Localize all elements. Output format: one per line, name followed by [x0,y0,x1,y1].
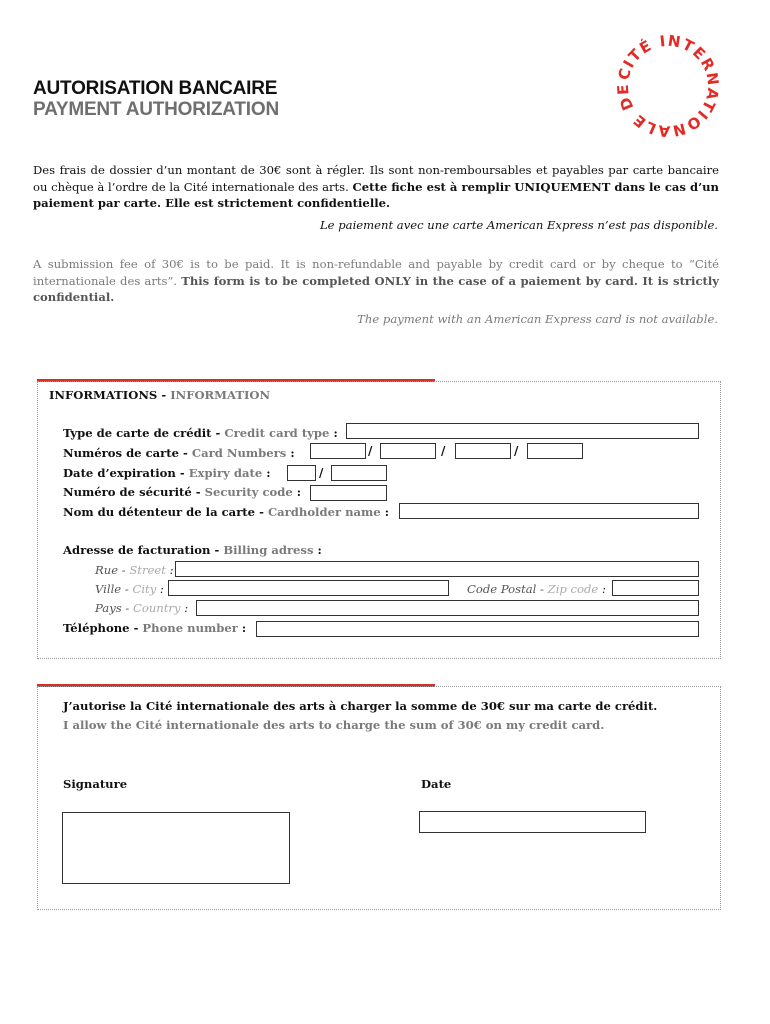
phone-input[interactable] [256,621,699,637]
card-number-slash-3: / [514,444,519,458]
phone-label-en: Phone number [142,621,238,635]
zip-label [467,582,606,596]
card-type-label-en: Credit card type [224,426,330,440]
card-number-slash-1: / [368,444,373,458]
intro-en-line2 [33,273,719,290]
intro-en-line2-plain: internationale des arts”. [33,273,182,288]
expiry-colon: : [262,466,271,480]
expiry-year-input[interactable] [331,465,387,481]
country-label-fr: Pays - [95,601,133,615]
phone-colon: : [237,621,247,635]
city-label [95,582,164,596]
zip-colon: : [598,582,606,596]
intro-fr-line1: Des frais de dossier d’un montant de 30€ sont à régler. Ils sont non-remboursables et payables par carte bancaire [33,163,719,177]
page-title-en: PAYMENT AUTHORIZATION [33,99,279,120]
card-type-label [63,426,338,440]
city-label-fr: Ville - [95,582,133,596]
intro-fr-line2-bold: Cette fiche est à remplir UNIQUEMENT dans le cas d’un [352,179,719,194]
phone-label [63,621,246,635]
country-label-en: Country [132,601,181,615]
auth-text-en [63,718,604,732]
country-input[interactable] [196,600,699,616]
intro-fr [33,162,719,212]
phone-label-fr: Téléphone - [63,621,143,635]
card-number-3-input[interactable] [455,443,511,459]
security-label [63,485,301,499]
expiry-label-fr: Date d’expiration - [63,466,189,480]
signature-box[interactable] [62,812,290,884]
signature-label-text: Signature [63,777,128,791]
auth-text-fr-content: J’autorise la Cité internationale des arts à charger la somme de 30€ sur ma carte de crédit. [63,699,658,713]
zip-input[interactable] [612,580,699,596]
security-code-input[interactable] [310,485,387,501]
expiry-month-input[interactable] [287,465,316,481]
intro-en-line2-bold: This form is to be completed ONLY in the case of a paiement by card. It is strictly [181,273,720,288]
intro-en-line3-bold: confidential. [33,290,115,304]
card-type-label-fr: Type de carte de crédit - [63,426,225,440]
street-label-en: Street [129,563,166,577]
billing-label-fr: Adresse de facturation - [63,543,224,557]
intro-en-note: The payment with an American Express card is not available. [357,312,718,326]
billing-label-en: Billing adress [223,543,314,557]
cardholder-label-fr: Nom du détenteur de la carte - [63,505,268,519]
zip-label-fr: Code Postal - [467,582,548,596]
card-number-1-input[interactable] [310,443,366,459]
intro-fr-line3 [33,195,719,212]
info-heading-en: INFORMATION [170,388,271,402]
date-label-text: Date [421,777,452,791]
intro-en-line1: A submission fee of 30€ is to be paid. It is non-refundable and payable by credit card or by cheque to “Cité [33,257,719,271]
city-input[interactable] [168,580,449,596]
country-colon: : [180,601,189,615]
security-colon: : [292,485,302,499]
security-label-en: Security code [204,485,293,499]
card-number-4-input[interactable] [527,443,583,459]
card-number-2-input[interactable] [380,443,436,459]
page-title-fr: AUTORISATION BANCAIRE [33,78,278,99]
cardholder-label-en: Cardholder name [267,505,381,519]
country-label [95,601,188,615]
billing-colon: : [313,543,322,557]
info-heading-fr: INFORMATIONS - [49,388,171,402]
city-label-en: City [132,582,157,596]
card-numbers-label [63,446,295,460]
cardholder-label [63,505,389,519]
date-input[interactable] [419,811,646,833]
intro-en-line3 [33,289,719,306]
card-numbers-colon: : [286,446,295,460]
logo [612,34,724,138]
street-label [95,563,173,577]
card-numbers-label-fr: Numéros de carte - [63,446,192,460]
intro-fr-line2-plain: ou chèque à l’ordre de la Cité internationale des arts. [33,179,353,194]
city-colon: : [156,582,164,596]
security-label-fr: Numéro de sécurité - [63,485,205,499]
street-label-fr: Rue - [95,563,130,577]
street-input[interactable] [175,561,699,577]
logo-mark [612,34,724,138]
expiry-slash: / [319,466,324,480]
auth-text-en-content: I allow the Cité internationale des arts to charge the sum of 30€ on my credit card. [63,718,605,732]
expiry-label [63,466,271,480]
billing-label [63,543,322,557]
intro-fr-line2 [33,179,719,196]
date-label [421,777,451,791]
logo-text: CITÉ INTERNATIONALE DE [613,34,723,138]
card-type-colon: : [329,426,338,440]
street-colon: : [165,563,174,577]
intro-fr-note: Le paiement avec une carte American Express n’est pas disponible. [319,218,718,232]
card-numbers-label-en: Card Numbers [191,446,287,460]
signature-label [63,777,127,791]
cardholder-colon: : [380,505,389,519]
zip-label-en: Zip code [547,582,599,596]
svg-text:CITÉ INTERNATIONALE DES ARTS [612,34,722,138]
expiry-label-en: Expiry date [188,466,263,480]
intro-en [33,256,719,306]
card-number-slash-2: / [441,444,446,458]
intro-fr-line3-bold: paiement par carte. Elle est strictement confidentielle. [33,196,391,210]
cardholder-name-input[interactable] [399,503,699,519]
info-heading [49,388,270,402]
auth-text-fr [63,699,657,713]
card-type-input[interactable] [346,423,699,439]
